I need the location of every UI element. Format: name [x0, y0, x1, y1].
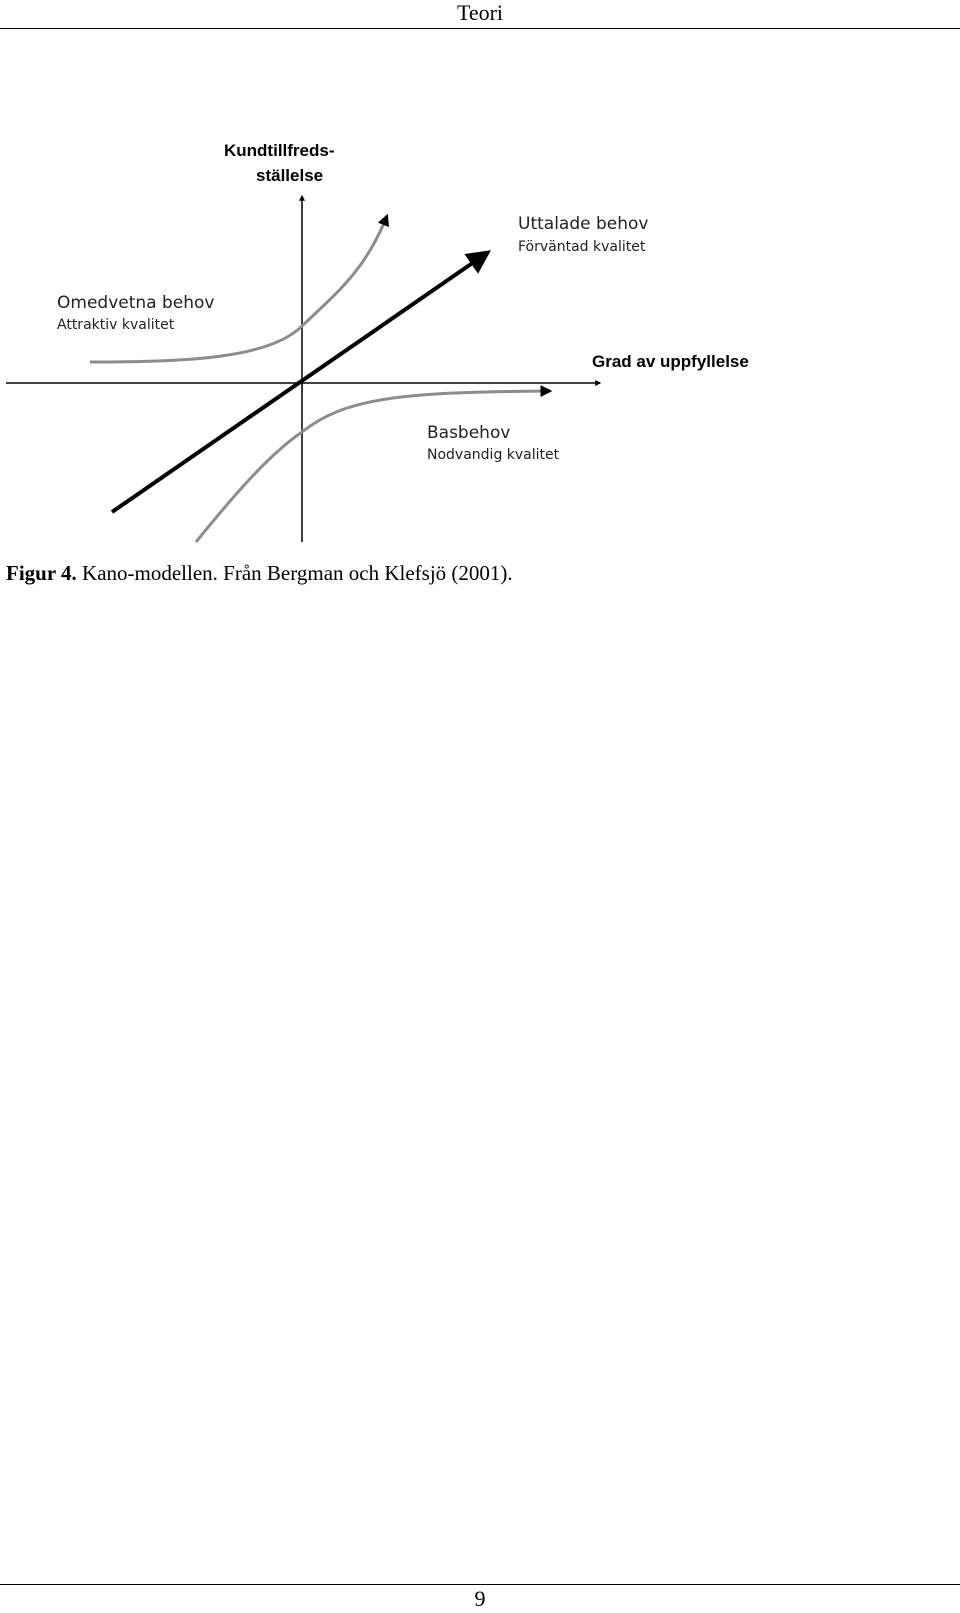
header-title: Teori [456, 0, 504, 25]
y-axis-label-line2: ställelse [256, 166, 324, 185]
attractive-quality-label: Attraktiv kvalitet [57, 317, 175, 333]
caption-text: Kano-modellen. Från Bergman och Klefsjö (2001). [76, 561, 513, 585]
kano-diagram [0, 130, 840, 550]
attractive-quality-curve [90, 216, 387, 362]
basic-quality-curve [196, 391, 550, 542]
caption-label: Figur 4. [6, 561, 77, 585]
expressed-needs-label: Uttalade behov [518, 214, 649, 234]
figure-caption [6, 560, 946, 586]
y-axis-label-line1: Kundtillfreds- [224, 141, 335, 160]
running-header [0, 0, 960, 29]
page-number: 9 [474, 1586, 486, 1611]
x-axis-label: Grad av uppfyllelse [592, 352, 749, 371]
necessary-quality-label: Nodvandig kvalitet [427, 447, 560, 463]
expected-quality-label: Förväntad kvalitet [518, 239, 646, 255]
unspoken-needs-label: Omedvetna behov [57, 293, 215, 313]
basic-needs-label: Basbehov [427, 423, 511, 443]
header-divider [0, 28, 960, 29]
footer-divider [0, 1584, 960, 1585]
kano-model-figure [0, 130, 840, 550]
